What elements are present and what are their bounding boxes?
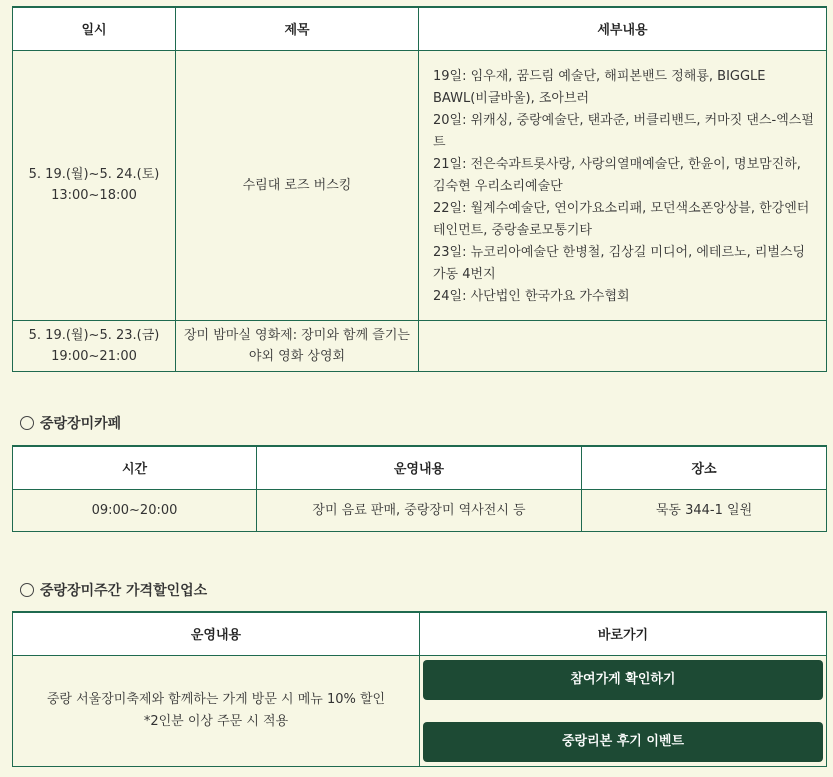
discount-section-title: 중랑장미주간 가격할인업소	[20, 580, 207, 600]
detail-line: 23일: 뉴코리아예술단 한병철, 김상길 미디어, 에테르노, 리벌스딩가동 4번지	[433, 244, 806, 282]
shortcut-cell	[420, 655, 827, 766]
schedule-table	[12, 6, 827, 372]
discount-table	[12, 611, 827, 767]
circle-icon	[20, 416, 34, 430]
header-date: 일시	[13, 7, 176, 50]
detail-line: 24일: 사단법인 한국가요 가수협회	[433, 288, 630, 304]
title-cell: 수림대 로즈 버스킹	[176, 50, 419, 320]
detail-cell	[419, 50, 827, 320]
content-cell: 중랑 서울장미축제와 함께하는 가게 방문 시 메뉴 10% 할인 *2인분 이상 주문 시 적용	[13, 655, 420, 766]
check-stores-button[interactable]: 참여가게 확인하기	[423, 660, 823, 700]
review-event-button[interactable]: 중랑리본 후기 이벤트	[423, 722, 823, 762]
detail-cell	[419, 320, 827, 371]
title-cell: 장미 밤마실 영화제: 장미와 함께 즐기는 야외 영화 상영회	[176, 320, 419, 371]
header-place: 장소	[582, 446, 827, 489]
table-row	[13, 50, 827, 320]
place-cell: 묵동 344-1 일원	[582, 489, 827, 531]
circle-icon	[20, 583, 34, 597]
header-details: 세부내용	[419, 7, 827, 50]
content-cell: 장미 음료 판매, 중랑장미 역사전시 등	[257, 489, 582, 531]
detail-line: 19일: 임우재, 꿈드림 예술단, 해피본밴드 정해룡, BIGGLE BAWL(비글바울), 조아브러	[433, 68, 766, 106]
cafe-table	[12, 445, 827, 532]
table-row	[13, 320, 827, 371]
detail-line: 20일: 위캐싱, 중랑예술단, 탠과준, 버클리밴드, 커마짓 댄스-엑스펄트	[433, 112, 814, 150]
header-time: 시간	[13, 446, 257, 489]
table-row	[13, 489, 827, 531]
header-shortcut: 바로가기	[420, 612, 827, 655]
detail-line: 21일: 전은숙과트롯사랑, 사랑의열매예술단, 한윤이, 명보맘진하, 김숙현 우리소리예술단	[433, 156, 801, 194]
header-content: 운영내용	[257, 446, 582, 489]
header-content: 운영내용	[13, 612, 420, 655]
table-row	[13, 655, 827, 766]
date-cell: 5. 19.(월)~5. 24.(토) 13:00~18:00	[13, 50, 176, 320]
detail-line: 22일: 월계수예술단, 연이가요소리패, 모던색소폰앙상블, 한강엔터테인먼트, 중랑솔로모통기타	[433, 200, 810, 238]
cafe-section-title: 중랑장미카페	[20, 413, 121, 433]
date-cell: 5. 19.(월)~5. 23.(금) 19:00~21:00	[13, 320, 176, 371]
header-title: 제목	[176, 7, 419, 50]
time-cell: 09:00~20:00	[13, 489, 257, 531]
